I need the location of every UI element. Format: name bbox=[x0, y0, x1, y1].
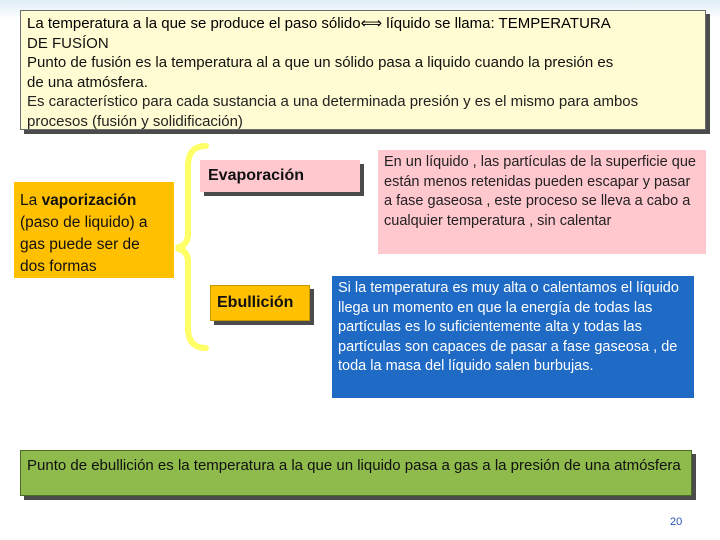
ebullicion-definition-box: Punto de ebullición es la temperatura a la que un liquido pasa a gas a la presión de una atmósfera bbox=[20, 450, 692, 496]
evaporacion-description: En un líquido , las partículas de la superficie que están menos retenidas pueden escapar y pasar a fase gaseosa , este proceso se lleva a cabo a cualquier temperatura , sin calentar bbox=[378, 150, 706, 254]
fusion-line-1 bbox=[27, 14, 699, 34]
page-number: 20 bbox=[670, 516, 683, 528]
ebullicion-title: Ebullición bbox=[217, 294, 294, 311]
evaporacion-box bbox=[200, 160, 360, 192]
ebullicion-box bbox=[210, 285, 310, 321]
fusion-line-2: DE FUSÍON bbox=[27, 34, 109, 52]
fusion-line-1-suffix: líquido se llama: TEMPERATURA bbox=[382, 15, 611, 32]
fusion-line-6: procesos (fusión y solidificación) bbox=[27, 112, 243, 130]
fusion-line-1-prefix: La temperatura a la que se produce el paso sólido bbox=[27, 15, 361, 32]
evaporacion-title: Evaporación bbox=[208, 167, 305, 184]
double-arrow-icon: ⟺ bbox=[360, 15, 383, 32]
vaporizacion-prefix: La bbox=[20, 192, 42, 209]
vaporizacion-term: vaporización bbox=[41, 192, 137, 209]
fusion-line-5: Es característico para cada sustancia a una determinada presión y es el mismo para ambos bbox=[27, 93, 639, 110]
fusion-line-3: Punto de fusión es la temperatura al a que un sólido pasa a liquido cuando la presión es bbox=[27, 54, 614, 71]
vaporizacion-rest: (paso de liquido) a gas puede ser de dos formas bbox=[20, 214, 148, 275]
fusion-definition-box bbox=[20, 10, 706, 130]
vaporizacion-box bbox=[14, 182, 174, 278]
fusion-line-4: de una atmósfera. bbox=[27, 73, 148, 91]
ebullicion-description: Si la temperatura es muy alta o calentamos el líquido llega un momento en que la energía de todas las partículas es lo suficientemente alta y todas las partículas son capaces de pasar a fase gaseosa , de toda la masa del líquido salen burbujas. bbox=[332, 276, 694, 398]
